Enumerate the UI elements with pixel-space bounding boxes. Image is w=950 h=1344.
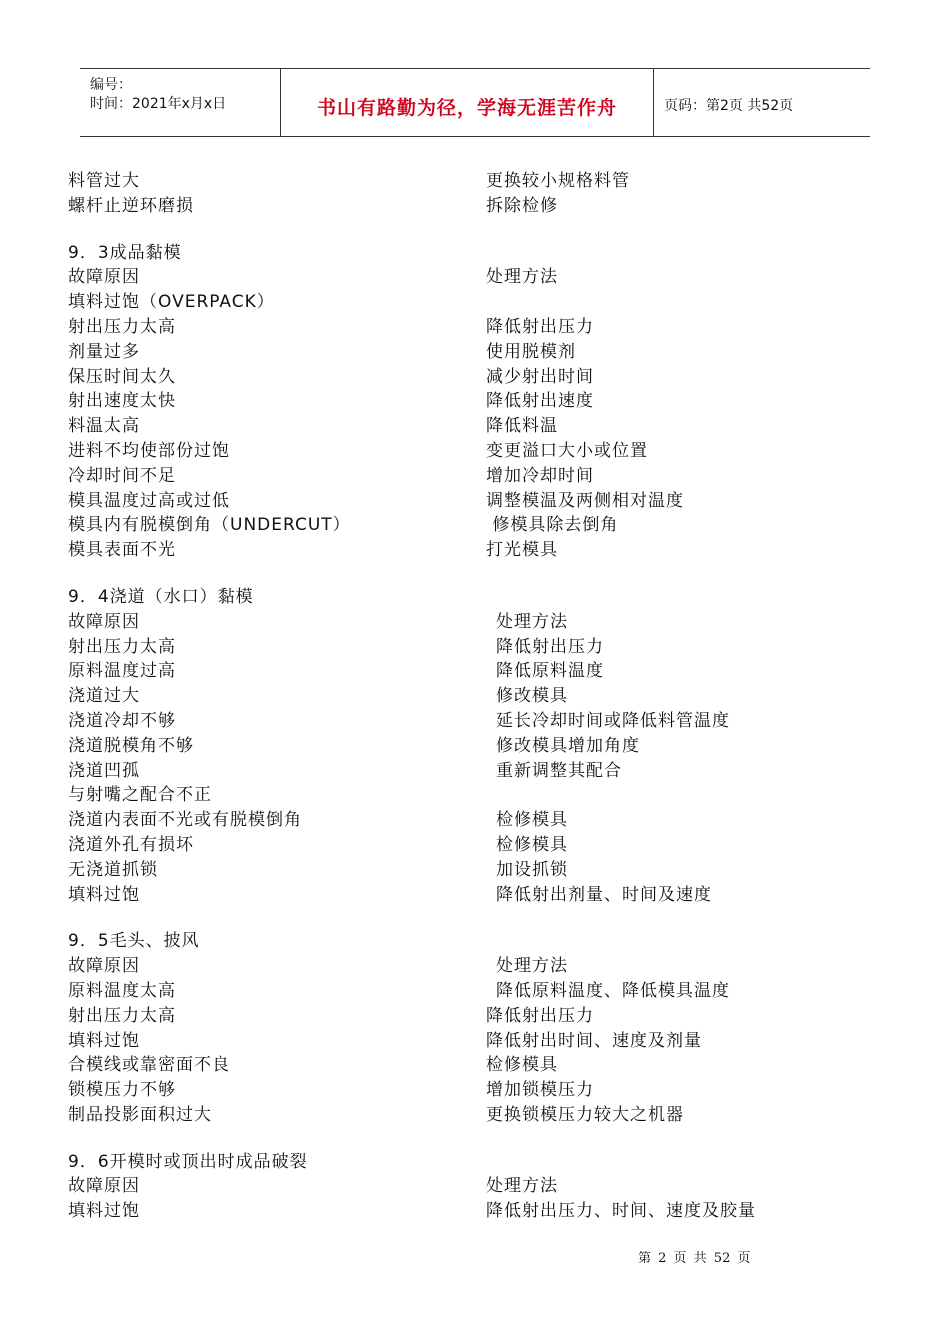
solution-header: 处理方法	[496, 611, 568, 632]
motto-text: 书山有路勤为径，学海无涯苦作舟	[316, 97, 617, 119]
cause-text: 合模线或靠密面不良	[68, 1055, 230, 1076]
cause-text: 浇道外孔有损坏	[68, 834, 194, 855]
cause-text: 射出压力太高	[68, 636, 176, 657]
cause-text: 无浇道抓锁	[68, 859, 158, 880]
list-item	[68, 486, 868, 511]
solution-text: 检修模具	[496, 810, 568, 831]
page-footer: 第 2 页 共 52 页	[638, 1251, 751, 1266]
solution-text: 降低射出压力	[496, 636, 604, 657]
solution-text: 降低原料温度、降低模具温度	[496, 980, 730, 1001]
solution-text: 打光模具	[486, 540, 558, 561]
solution-text: 增加锁模压力	[486, 1080, 594, 1101]
cause-text: 模具内有脱模倒角（UNDERCUT）	[68, 515, 351, 536]
section-title	[68, 1147, 868, 1172]
cause-text: 锁模压力不够	[68, 1080, 176, 1101]
cause-text: 浇道脱模角不够	[68, 735, 194, 756]
column-header-row	[68, 951, 868, 976]
cause-text: 料管过大	[68, 171, 140, 191]
cause-text: 填料过饱（OVERPACK）	[68, 292, 275, 313]
list-item	[68, 780, 868, 805]
list-item	[68, 880, 868, 905]
solution-text: 修改模具增加角度	[496, 735, 640, 756]
cause-text: 料温太高	[68, 416, 140, 437]
solution-text: 检修模具	[486, 1055, 558, 1076]
list-item	[68, 411, 868, 436]
solution-text: 使用脱模剂	[486, 341, 576, 362]
list-item	[68, 461, 868, 486]
solution-text: 增加冷却时间	[486, 465, 594, 486]
time-label: 时间：2021年x月x日	[90, 96, 227, 112]
solution-text: 变更溢口大小或位置	[486, 440, 648, 461]
list-item	[68, 510, 868, 535]
header-page-cell	[654, 69, 870, 136]
cause-text: 模具温度过高或过低	[68, 490, 230, 511]
solution-text: 降低原料温度	[496, 661, 604, 682]
solution-text: 降低射出压力、时间、速度及胶量	[486, 1201, 756, 1222]
cause-text: 剂量过多	[68, 341, 140, 362]
section-title	[68, 238, 868, 263]
solution-header: 处理方法	[486, 267, 558, 288]
solution-text: 加设抓锁	[496, 859, 568, 880]
solution-header: 处理方法	[496, 956, 568, 977]
solution-text: 更换较小规格料管	[486, 171, 630, 191]
list-item	[68, 1100, 868, 1125]
list-item	[68, 830, 868, 855]
cause-text: 模具表面不光	[68, 540, 176, 561]
cause-text: 冷却时间不足	[68, 465, 176, 486]
cause-text: 进料不均使部份过饱	[68, 440, 230, 461]
solution-text: 修模具除去倒角	[486, 515, 619, 536]
cause-text: 浇道过大	[68, 686, 140, 707]
solution-header: 处理方法	[486, 1176, 558, 1197]
column-header-row	[68, 262, 868, 287]
cause-text: 原料温度过高	[68, 661, 176, 682]
section-title	[68, 926, 868, 951]
cause-text: 填料过饱	[68, 1201, 140, 1222]
column-header-row	[68, 1171, 868, 1196]
column-header-row	[68, 607, 868, 632]
cause-header: 故障原因	[68, 267, 140, 288]
solution-text: 降低射出压力	[486, 316, 594, 337]
page-number-label: 页码：第2页 共52页	[664, 98, 794, 114]
list-item	[68, 1075, 868, 1100]
list-item	[68, 855, 868, 880]
section-title-text: 9．6开模时或顶出时成品破裂	[68, 1151, 308, 1172]
list-item	[68, 287, 868, 312]
solution-text: 减少射出时间	[486, 366, 594, 387]
cause-text: 制品投影面积过大	[68, 1104, 212, 1125]
solution-text: 降低射出时间、速度及剂量	[486, 1030, 702, 1051]
solution-text: 延长冷却时间或降低料管温度	[496, 710, 730, 731]
list-item	[68, 731, 868, 756]
list-item	[68, 1196, 868, 1221]
cause-header: 故障原因	[68, 611, 140, 632]
list-item	[68, 535, 868, 560]
solution-text: 拆除检修	[486, 195, 558, 216]
list-item	[68, 337, 868, 362]
list-item	[68, 1001, 868, 1026]
list-item	[68, 632, 868, 657]
cause-text: 保压时间太久	[68, 366, 176, 387]
cause-text: 浇道内表面不光或有脱模倒角	[68, 810, 302, 831]
cause-text: 射出压力太高	[68, 316, 176, 337]
list-item	[68, 656, 868, 681]
section-title-text: 9．3成品黏模	[68, 242, 182, 263]
list-item	[68, 756, 868, 781]
header-meta-cell	[80, 69, 281, 136]
solution-text: 更换锁模压力较大之机器	[486, 1104, 684, 1125]
document-header	[80, 68, 870, 137]
list-item	[68, 312, 868, 337]
cause-text: 螺杆止逆环磨损	[68, 195, 194, 216]
cause-text: 浇道凹孤	[68, 760, 140, 781]
solution-text: 检修模具	[496, 834, 568, 855]
list-item	[68, 386, 868, 411]
cause-text: 射出压力太高	[68, 1005, 176, 1026]
cause-text: 射出速度太快	[68, 391, 176, 412]
solution-text: 降低射出压力	[486, 1005, 594, 1026]
cause-text: 填料过饱	[68, 884, 140, 905]
list-item	[68, 436, 868, 461]
cause-text: 浇道冷却不够	[68, 710, 176, 731]
cause-text: 原料温度太高	[68, 980, 176, 1001]
cause-text: 与射嘴之配合不正	[68, 785, 212, 806]
list-item	[68, 166, 868, 191]
solution-text: 降低射出剂量、时间及速度	[496, 884, 712, 905]
solution-text: 修改模具	[496, 686, 568, 707]
list-item	[68, 805, 868, 830]
section-title	[68, 582, 868, 607]
cause-header: 故障原因	[68, 1176, 140, 1197]
list-item	[68, 706, 868, 731]
header-motto-cell	[281, 69, 654, 136]
list-item	[68, 976, 868, 1001]
section-title-text: 9．4浇道（水口）黏模	[68, 586, 254, 607]
list-item	[68, 362, 868, 387]
document-body	[68, 166, 868, 1221]
cause-text: 填料过饱	[68, 1030, 140, 1051]
list-item	[68, 191, 868, 216]
number-label: 编号：	[90, 77, 132, 93]
section-title-text: 9．5毛头、披风	[68, 931, 200, 952]
solution-text: 重新调整其配合	[496, 760, 622, 781]
list-item	[68, 1050, 868, 1075]
solution-text: 调整模温及两侧相对温度	[486, 490, 684, 511]
list-item	[68, 681, 868, 706]
solution-text: 降低料温	[486, 416, 558, 437]
solution-text: 降低射出速度	[486, 391, 594, 412]
cause-header: 故障原因	[68, 956, 140, 977]
list-item	[68, 1026, 868, 1051]
